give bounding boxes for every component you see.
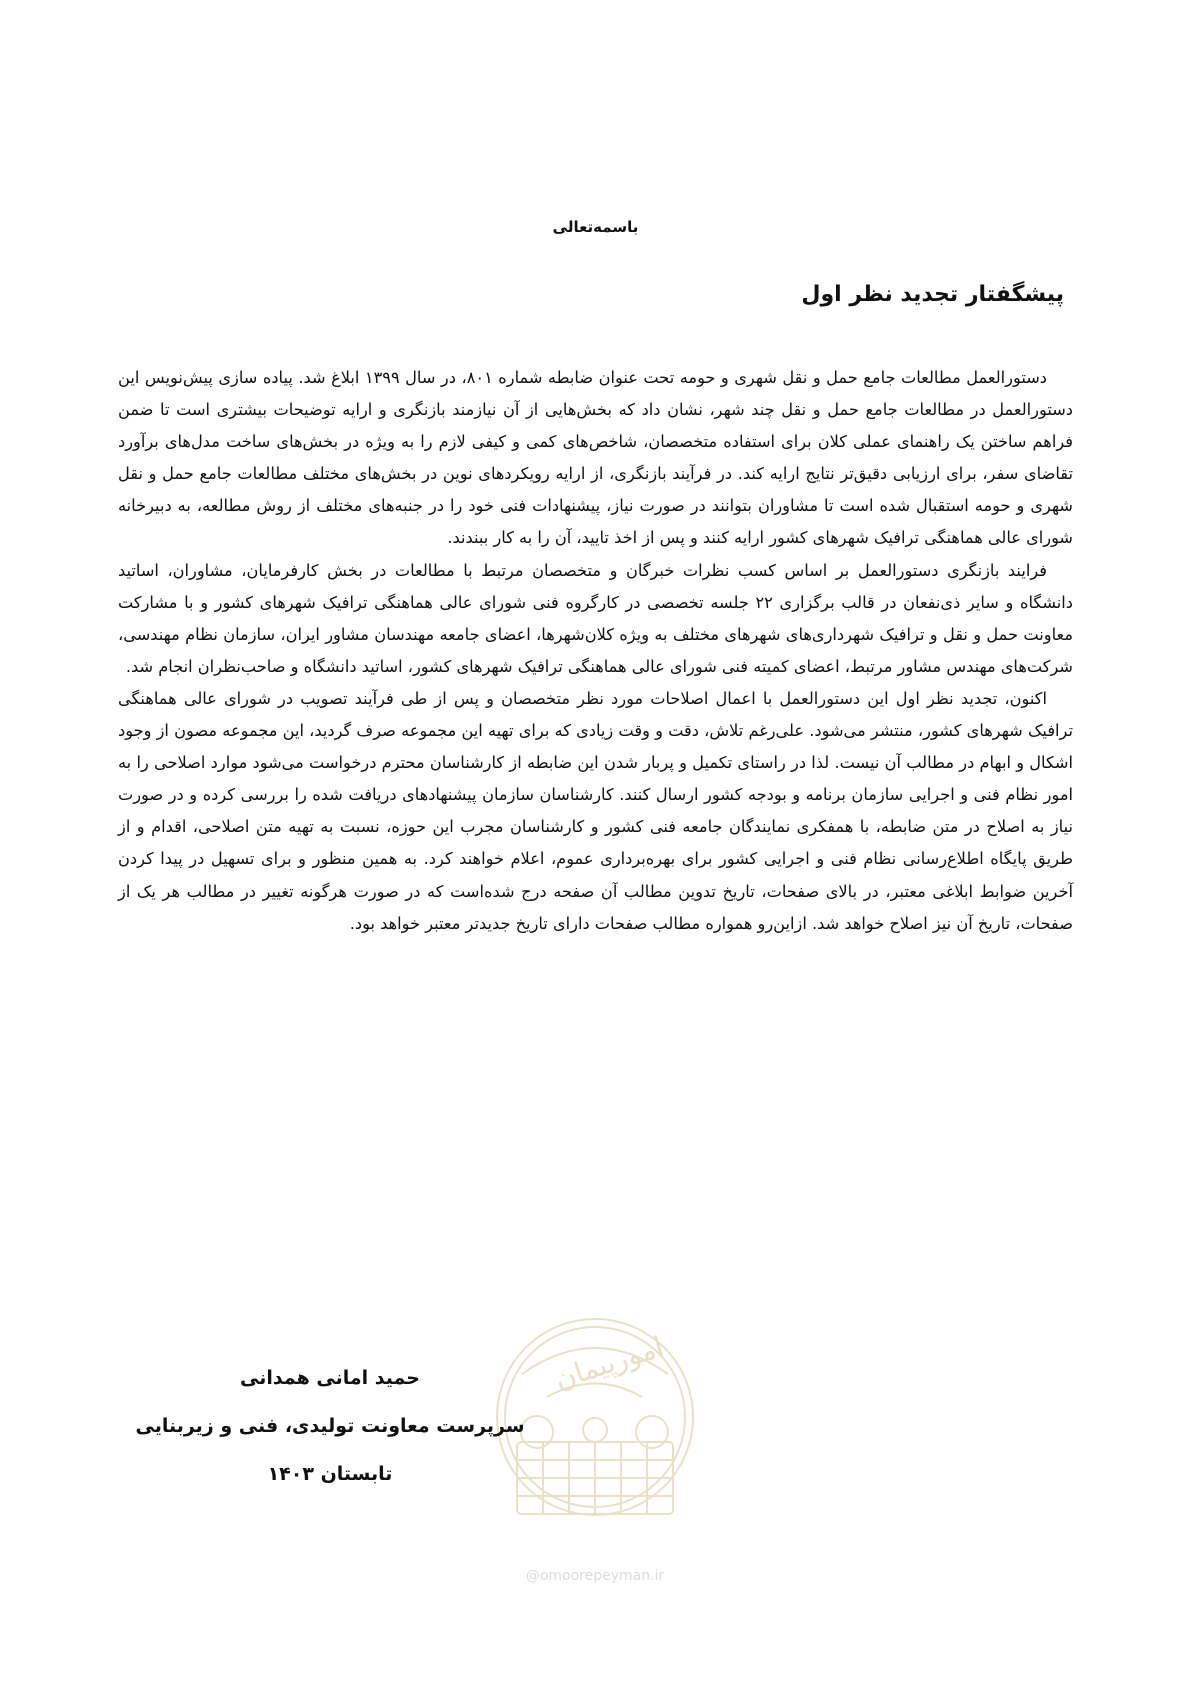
paragraph-2: فرایند بازنگری دستورالعمل بر اساس کسب نظرات خبرگان و متخصصان مرتبط با مطالعات در بخش کارفرمایان، مشاوران، اساتید دانشگاه و سایر ذی‌نفعان در قالب برگزاری ۲۲ جلسه تخصصی در کارگروه فنی شورای عالی هماهنگی ترافیک شهرهای کشور و با مشارکت معاونت حمل و نقل و ترافیک شهرداری‌های شهرهای مختلف به ویژه کلان‌شهرها، اعضای جامعه مهندسان مشاور ایران، سازمان نظام مهندسی، شرکت‌های مهندس مشاور مرتبط، اعضای کمیته فنی شورای عالی هماهنگی ترافیک شهرهای کشور، اساتید دانشگاه و صاحب‌نظران انجام شد. bbox=[118, 560, 1073, 676]
paragraph-1: دستورالعمل مطالعات جامع حمل و نقل شهری و حومه تحت عنوان ضابطه شماره ۸۰۱، در سال ۱۳۹۹ ابلاغ شد. پیاده سازی پیش‌نویس این دستورالعمل در مطالعات جامع حمل و نقل چند شهر، نشان داد که بخش‌هایی از آن نیازمند بازنگری و ارایه توضیحات بیشتری است تا ضمن فراهم ساختن یک راهنمای عملی کلان برای استفاده متخصصان، شاخص‌های کمی و کیفی لازم را به ویژه در بخش‌های ساخت مدل‌های برآورد تقاضای سفر، برای ارزیابی دقیق‌تر نتایج ارایه کند. در فرآیند بازنگری، از ارایه رویکردهای نوین در بخش‌های مختلف مطالعات جامع حمل و نقل شهری و حومه استقبال شده است تا مشاوران بتوانند در صورت نیاز، پیشنهادات فنی خود را در جنبه‌های مختلف از روش مطالعه، به دبیرخانه شورای عالی هماهنگی ترافیک شهرهای کشور ارایه کنند و پس از اخذ تایید، آن را به کار ببندند. bbox=[118, 368, 1073, 548]
page-title: پیشگفتار تجدید نظر اول bbox=[801, 282, 1064, 307]
signature-block bbox=[130, 1354, 530, 1498]
signatory-position: سرپرست معاونت تولیدی، فنی و زیربنایی bbox=[135, 1415, 525, 1437]
signature-date: تابستان ۱۴۰۳ bbox=[267, 1463, 393, 1485]
paragraph-3: اکنون، تجدید نظر اول این دستورالعمل با اعمال اصلاحات مورد نظر متخصصان و پس از طی فرآیند تصویب در شورای عالی هماهنگی ترافیک شهرهای کشور، منتشر می‌شود. علی‌رغم تلاش، دقت و وقت زیادی که برای تهیه این مجموعه صرف گردید، این مجموعه مصون از وجود اشکال و ابهام در مطالب آن نیست. لذا در راستای تکمیل و پربار شدن این ضابطه از کارشناسان محترم درخواست می‌شود موارد اصلاحی را به امور نظام فنی و اجرایی سازمان برنامه و بودجه کشور ارسال کنند. کارشناسان سازمان پیشنهادهای دریافت شده را بررسی کرده و در صورت نیاز به اصلاح در متن ضابطه، با همفکری نمایندگان جامعه فنی کشور و کارشناسان مجرب این حوزه، نسبت به تهیه متن اصلاحی، اقدام و از طریق پایگاه اطلاع‌رسانی نظام فنی و اجرایی کشور برای بهره‌برداری عموم، اعلام خواهند کرد. به همین منظور و برای تسهیل در پیدا کردن آخرین ضوابط ابلاغی معتبر، در بالای صفحات، تاریخ تدوین مطالب آن صفحه درج شده‌است که در صورت هرگونه تغییر در مطالب هر یک از صفحات، تاریخ آن نیز اصلاح خواهد شد. ازاین‌رو همواره مطالب صفحات دارای تاریخ جدیدتر معتبر خواهد بود. bbox=[118, 688, 1073, 933]
stamp-text: امورپیمان bbox=[550, 1329, 668, 1397]
invocation-heading: باسمه‌تعالی bbox=[552, 218, 639, 236]
signatory-name: حمید امانی همدانی bbox=[240, 1367, 420, 1389]
body-text bbox=[118, 362, 1073, 940]
stamp-watermark-text: @omoorepeyman.ir bbox=[525, 1568, 665, 1584]
